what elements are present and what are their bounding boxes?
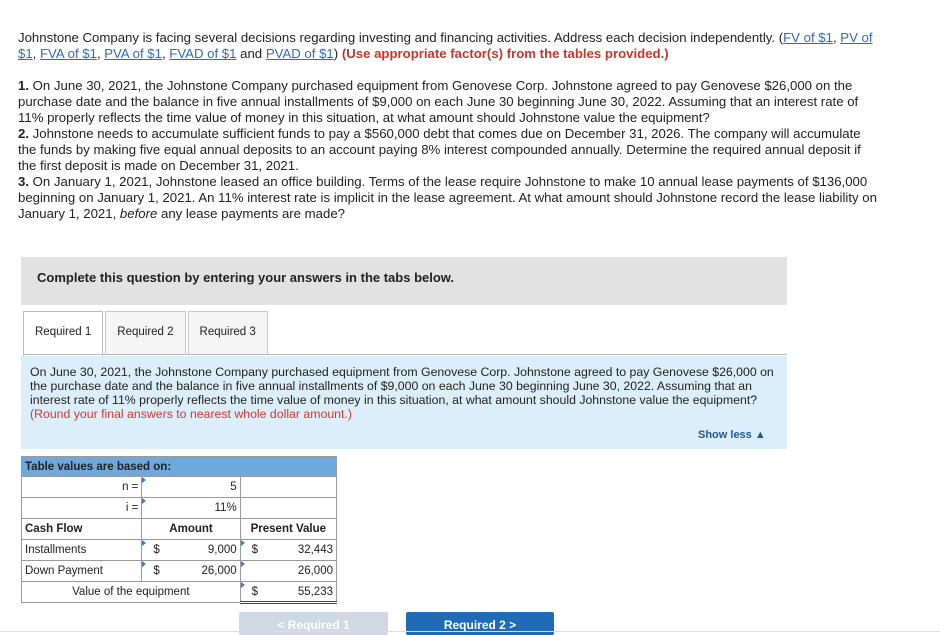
- installments-pv-input[interactable]: $ 32,443: [240, 540, 336, 561]
- tab-required-1[interactable]: Required 1: [23, 311, 103, 356]
- tab-bar: [23, 311, 268, 355]
- question-2: 2. Johnstone needs to accumulate sufficient funds to pay a $560,000 debt that comes due on December 31, 2026. The company will accumulate the funds by making five equal annual deposits to an account paying 8% interest compounded annually. Determine the required annual deposit if the first deposit is made on December 31, 2021.: [18, 126, 861, 173]
- n-input[interactable]: 5: [142, 477, 240, 498]
- i-empty-cell: [240, 498, 336, 519]
- question-prompt: On June 30, 2021, the Johnstone Company purchased equipment from Genovese Corp. Johnstone agreed to pay Genovese $26,000 on the purchase date and the balance in five annual installments of $9,000 on each June 30 beginning June 30, 2022. Assuming that an interest rate of 11% properly reflects the time value of money in this situation, at what amount should Johnstone value the equipment? (Round your final answers to nearest whole dollar amount.): [21, 356, 787, 449]
- i-input[interactable]: 11%: [142, 498, 240, 519]
- present-value-header: Present Value: [240, 519, 336, 540]
- rounding-note: (Round your final answers to nearest whole dollar amount.): [30, 407, 352, 421]
- table-row: [22, 540, 337, 561]
- triangle-up-icon: ▲: [754, 429, 766, 441]
- installments-amount-input[interactable]: $ 9,000: [142, 540, 240, 561]
- tab-divider: [23, 354, 787, 355]
- fv-table-link[interactable]: FV of $1: [783, 30, 833, 45]
- amount-header: Amount: [142, 519, 240, 540]
- pv-table-link[interactable]: PV of $1: [18, 30, 873, 61]
- tab-required-3[interactable]: Required 3: [188, 311, 268, 355]
- table-row: [22, 561, 337, 582]
- intro-text: Johnstone Company is facing several decisions regarding investing and financing activities. Address each decision independently. (FV of $1, PV of $1, FVA of $1, PVA of $1, FVAD of $1 and PVAD of $1) (Use appropriate factor(s) from the tables provided.): [18, 30, 873, 61]
- pvad-table-link[interactable]: PVAD of $1: [265, 46, 334, 61]
- cash-flow-header: Cash Flow: [22, 519, 142, 540]
- prev-required-button[interactable]: < Required 1: [239, 612, 388, 635]
- complete-instruction-box: Complete this question by entering your answers in the tabs below.: [21, 257, 787, 305]
- chevron-left-icon: <: [277, 618, 285, 632]
- total-label: Value of the equipment: [22, 582, 241, 603]
- tab-required-2[interactable]: Required 2: [105, 311, 185, 355]
- pv-calculation-table: [21, 456, 337, 604]
- table-title: Table values are based on:: [22, 457, 337, 477]
- chevron-right-icon: >: [509, 618, 517, 632]
- pva-table-link[interactable]: PVA of $1: [104, 46, 162, 61]
- next-required-button[interactable]: Required 2 >: [406, 612, 554, 635]
- question-3: 3. On January 1, 2021, Johnstone leased an office building. Terms of the lease require Johnstone to make 10 annual lease payments of $136,000 beginning on January 1, 2021. An 11% interest rate is implicit in the lease agreement. At what amount should Johnstone record the lease liability on January 1, 2021, before any lease payments are made?: [18, 174, 877, 221]
- questions-list: [18, 78, 878, 222]
- down-payment-amount-input[interactable]: $ 26,000: [142, 561, 240, 582]
- bottom-divider: [0, 631, 940, 632]
- question-1: 1. On June 30, 2021, the Johnstone Company purchased equipment from Genovese Corp. Johnstone agreed to pay Genovese $26,000 on the purchase date and the balance in five annual installments of $9,000 on each June 30 beginning June 30, 2022. Assuming that an interest rate of 11% properly reflects the time value of money in this situation, at what amount should Johnstone value the equipment?: [18, 78, 859, 125]
- fva-table-link[interactable]: FVA of $1: [40, 46, 97, 61]
- n-label: n =: [22, 477, 142, 498]
- show-less-toggle[interactable]: Show less ▲: [698, 429, 766, 441]
- down-payment-label: Down Payment: [22, 561, 142, 582]
- n-empty-cell: [240, 477, 336, 498]
- fvad-table-link[interactable]: FVAD of $1: [169, 46, 237, 61]
- instruction-text: (Use appropriate factor(s) from the tables provided.): [341, 46, 669, 61]
- installments-label: Installments: [22, 540, 142, 561]
- equipment-value-input[interactable]: $ 55,233: [240, 582, 336, 603]
- i-label: i =: [22, 498, 142, 519]
- down-payment-pv-input[interactable]: 26,000: [240, 561, 336, 582]
